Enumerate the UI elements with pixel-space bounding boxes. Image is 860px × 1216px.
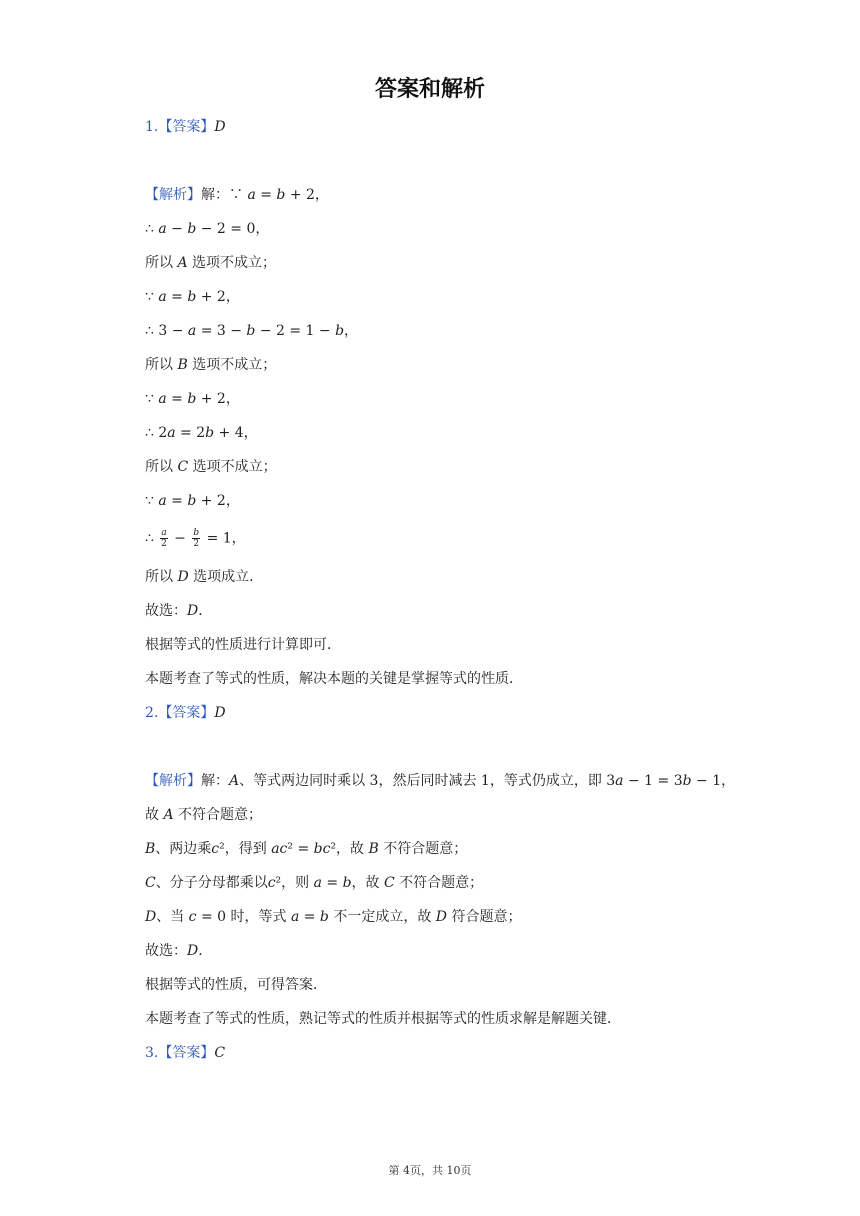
q1-analysis-line-12: 故选：𝐷． [145,603,213,619]
q1-analysis-line-8: 所以 𝐶 选项不成立； [145,459,277,475]
q2-analysis-tag: 【解析】 [145,773,201,789]
q1-answer-label: 1.【答案】 [145,119,215,135]
q1-analysis-line-13: 根据等式的性质进行计算即可． [145,637,341,653]
fraction-b-over-2: $\frac{b}{2}$ [193,528,200,549]
q1-analysis-line-11: 所以 𝐷 选项成立． [145,569,264,585]
fraction-a-over-2: $\frac{a}{2}$ [161,528,167,549]
q3-answer [145,1043,225,1063]
q1-analysis-line-14: 本题考查了等式的性质，解决本题的关键是掌握等式的性质． [145,671,523,687]
q2-answer [145,703,226,723]
q1-analysis-line-4: ∴ 3 − 𝑎 = 3 − 𝑏 − 2 = 1 − 𝑏， [145,323,359,339]
page-title: 答案和解析 [374,77,485,102]
q2-answer-letter: D [214,705,226,721]
q3-answer-label: 3.【答案】 [145,1045,215,1061]
q3-answer-letter: C [214,1045,226,1061]
q1-answer-letter: D [214,119,226,135]
q1-analysis-line-9: ∵ 𝑎 = 𝑏 + 2， [145,493,240,509]
q2-analysis-line-1: 故 𝐴 不符合题意； [145,807,263,823]
q1-analysis-tag: 【解析】 [145,187,201,203]
q2-analysis-line-2: 𝐵、两边乘𝑐²，得到 𝑎𝑐² = 𝑏𝑐²，故 𝐵 不符合题意； [145,841,468,857]
q1-fraction-line: ∴ $\frac{a}{2}$ − $\frac{b}{2}$ = 1， [145,528,246,549]
q1-analysis-line-2: 所以 𝐴 选项不成立； [145,255,277,271]
q1-analysis-line-1: ∴ 𝑎 − 𝑏 − 2 = 0， [145,221,270,237]
q1-analysis-line-3: ∵ 𝑎 = 𝑏 + 2， [145,289,240,305]
q1-analysis-line-0: 【解析】解：∵ 𝑎 = 𝑏 + 2， [145,187,329,203]
page-footer: 第 4页，共 10页 [388,1164,472,1177]
q1-analysis-line-5: 所以 𝐵 选项不成立； [145,357,277,373]
q2-analysis-line-4: 𝐷、当 𝑐 = 0 时，等式 𝑎 = 𝑏 不一定成立，故 𝐷 符合题意； [145,909,522,925]
q1-answer [145,117,226,137]
q2-analysis-line-6: 根据等式的性质，可得答案． [145,977,327,993]
q2-answer-label: 2.【答案】 [145,705,215,721]
q2-analysis-line-7: 本题考查了等式的性质，熟记等式的性质并根据等式的性质求解是解题关键． [145,1011,621,1027]
q2-analysis-line-3: 𝐶、分子分母都乘以𝑐²，则 𝑎 = 𝑏，故 𝐶 不符合题意； [145,875,484,891]
q2-analysis-line-5: 故选：𝐷． [145,943,213,959]
q1-analysis-line-7: ∴ 2𝑎 = 2𝑏 + 4， [145,425,258,441]
q1-analysis-line-6: ∵ 𝑎 = 𝑏 + 2， [145,391,240,407]
q2-analysis-line-0: 【解析】解：𝐴、等式两边同时乘以 3，然后同时减去 1，等式仍成立，即 3𝑎 − 1 = 3𝑏 − 1， [145,773,736,789]
